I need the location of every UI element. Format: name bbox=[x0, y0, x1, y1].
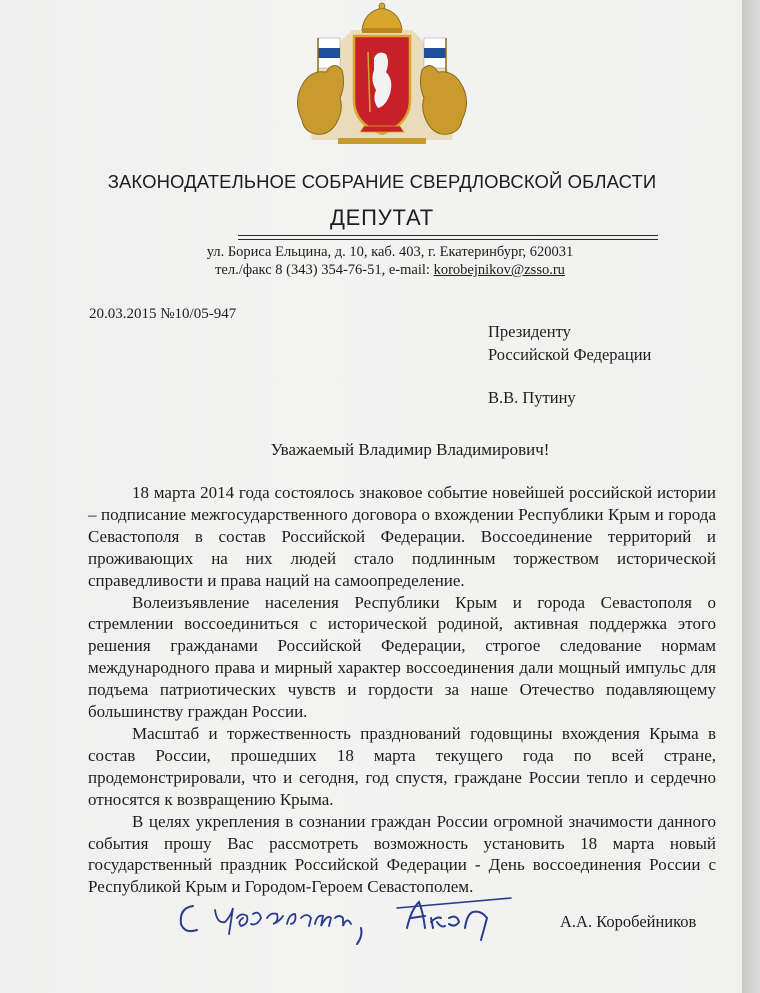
paragraph: Волеизъявление населения Республики Крым и города Севастополя о стремлении воссоединиться с исторической родиной, активная поддержка этого решения гражданами Российской Федерации, строгое следование нормам международного права и мирный характер воссоединения дали мощный импульс для подъема патриотических чувств и гордости за наше Отечество подавляющему большинству граждан России. bbox=[88, 592, 716, 722]
paragraph: В целях укрепления в сознании граждан России огромной значимости данного события прошу Вас рассмотреть возможность установить 18 марта новый государственный праздник Российской Федерации - День воссоединения России с Республикой Крым и Городом-Героем Севастополем. bbox=[88, 811, 716, 897]
postal-address: ул. Бориса Ельцина, д. 10, каб. 403, г. Екатеринбург, 620031 bbox=[206, 244, 574, 260]
header-divider-thin bbox=[238, 239, 658, 240]
date-and-number: 20.03.2015 №10/05-947 bbox=[89, 306, 237, 322]
organization-name: ЗАКОНОДАТЕЛЬНОЕ СОБРАНИЕ СВЕРДЛОВСКОЙ ОБЛАСТИ bbox=[107, 171, 657, 192]
handwritten-signature bbox=[175, 888, 520, 954]
position-title: ДЕПУТАТ bbox=[329, 205, 435, 230]
signatory-name: А.А. Коробейников bbox=[560, 912, 697, 931]
salutation: Уважаемый Владимир Владимирович! bbox=[270, 440, 550, 459]
letter-body bbox=[88, 482, 716, 898]
paragraph: Масштаб и торжественность празднований годовщины вхождения Крыма в состав России, прошедших 18 марта текущего года по всей стране, продемонстрировали, что и сегодня, год спустя, граждане России тепло и сердечно относятся к возвращению Крыма. bbox=[88, 723, 716, 809]
addressee-country: Российской Федерации bbox=[488, 345, 652, 364]
header-divider bbox=[238, 235, 658, 236]
addressee-title: Президенту bbox=[488, 322, 571, 341]
page-edge-shadow bbox=[742, 0, 760, 993]
phone-fax: тел./факс 8 (343) 354-76-51, e-mail: bbox=[215, 262, 434, 278]
email-link[interactable]: korobejnikov@zsso.ru bbox=[433, 262, 565, 278]
addressee-block bbox=[488, 320, 651, 409]
phone-email-line bbox=[180, 261, 600, 279]
addressee-name: В.В. Путину bbox=[488, 388, 576, 407]
contact-block bbox=[180, 243, 600, 279]
paragraph: 18 марта 2014 года состоялось знаковое событие новейшей российской истории – подписание межгосударственного договора о вхождении Республики Крым и города Севастополя в состав Российской Федерации. Воссоединение территорий и проживающих на них людей стало подлинным торжеством исторической справедливости и права наций на самоопределение. bbox=[88, 483, 716, 590]
coat-of-arms-icon bbox=[282, 0, 482, 150]
